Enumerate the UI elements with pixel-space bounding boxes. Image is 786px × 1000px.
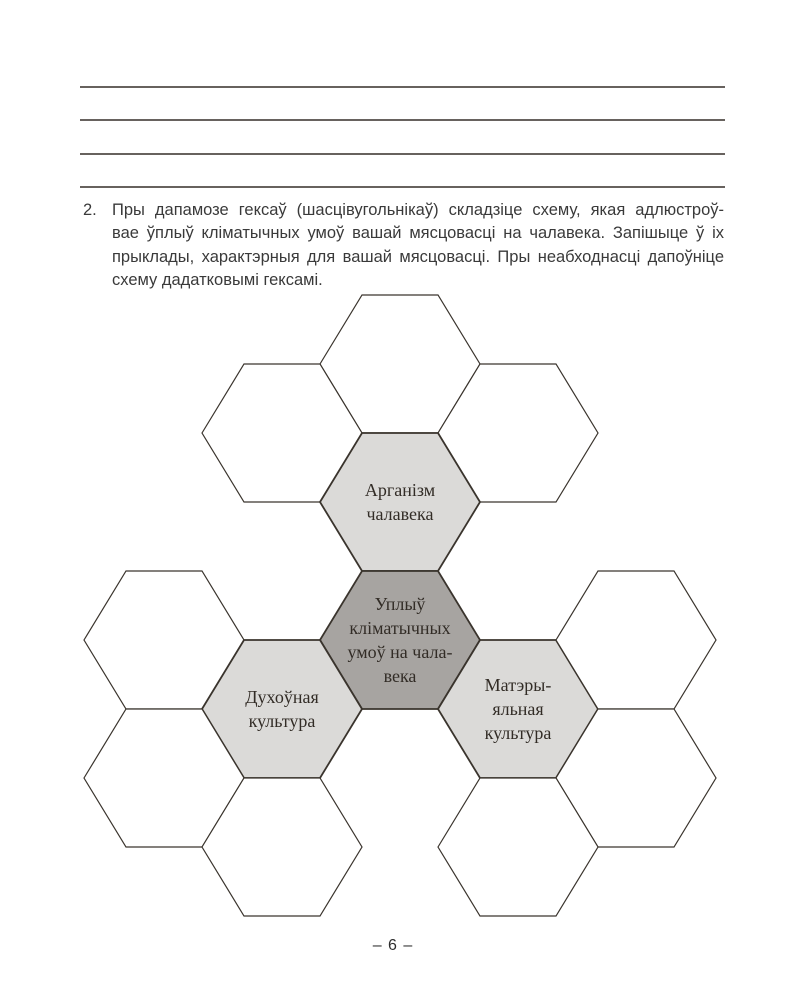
task-text-line: Пры дапамозе гексаў (шасцівугольнікаў) складзіце схему, якая адлюстроў- <box>112 201 724 219</box>
task-number: 2. <box>83 201 97 219</box>
hex-material-culture-label: Матэры-яльная культура <box>484 675 552 743</box>
task-text-line: схему дадатковымі гексамі. <box>112 270 323 289</box>
page-number: – 6 – <box>372 937 414 954</box>
task-text-line: вае ўплыў кліматычных умоў вашай мясцовасці на чалавека. Запішыце ў іх <box>112 224 724 243</box>
hex-spiritual-culture-label: Духоўная культура <box>245 687 319 731</box>
hex-organism-label: Арганізм чалавека <box>364 480 436 524</box>
task-text-line: прыклады, характэрныя для вашай мясцовасці. Пры неабходнасці дапоўніце <box>112 247 724 266</box>
hex-center-influence-label: Уплыў кліматычных умоў на чала-века <box>347 594 453 686</box>
